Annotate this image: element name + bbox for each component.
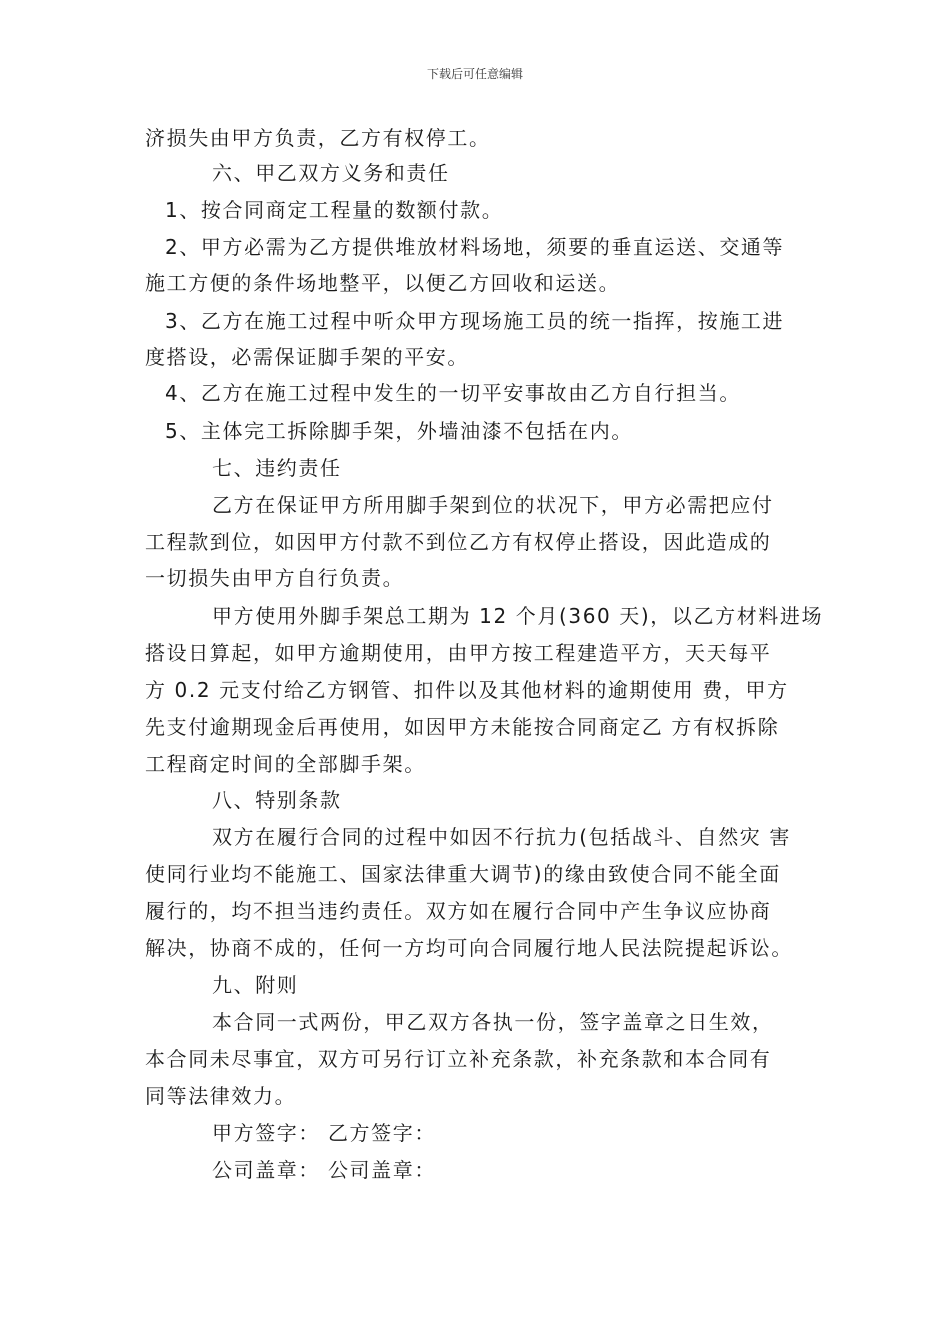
paragraph-line: 工程款到位，如因甲方付款不到位乙方有权停止搭设，因此造成的: [145, 530, 772, 554]
section-heading-7: 七、违约责任: [212, 456, 342, 480]
paragraph-line: 双方在履行合同的过程中如因不行抗力(包括战斗、自然灾 害: [212, 825, 791, 849]
signature-line: 甲方签字： 乙方签字：: [212, 1121, 436, 1145]
paragraph-line: 施工方便的条件场地整平，以便乙方回收和运送。: [145, 271, 621, 295]
seal-line: 公司盖章： 公司盖章：: [212, 1158, 436, 1182]
paragraph-line: 搭设日算起，如甲方逾期使用，由甲方按工程建造平方，天天每平: [145, 641, 772, 665]
paragraph-line: 先支付逾期现金后再使用，如因甲方未能按合同商定乙 方有权拆除: [145, 715, 780, 739]
list-item-3: 3、乙方在施工过程中听众甲方现场施工员的统一指挥，按施工进: [165, 309, 785, 333]
section-heading-6: 六、甲乙双方义务和责任: [212, 161, 450, 185]
paragraph-line: 一切损失由甲方自行负责。: [145, 566, 405, 590]
paragraph-line: 解决，协商不成的，任何一方均可向合同履行地人民法院提起诉讼。: [145, 936, 793, 960]
paragraph-line: 乙方在保证甲方所用脚手架到位的状况下，甲方必需把应付: [212, 493, 774, 517]
paragraph-line: 使同行业均不能施工、国家法律重大调节)的缘由致使合同不能全面: [145, 862, 781, 886]
list-item-5: 5、主体完工拆除脚手架，外墙油漆不包括在内。: [165, 419, 633, 443]
list-item-4: 4、乙方在施工过程中发生的一切平安事故由乙方自行担当。: [165, 381, 741, 405]
page-header: 下载后可任意编辑: [426, 67, 523, 81]
paragraph-line: 履行的，均不担当违约责任。双方如在履行合同中产生争议应协商: [145, 899, 772, 923]
paragraph-line: 甲方使用外脚手架总工期为 12 个月(360 天)，以乙方材料进场: [212, 604, 824, 628]
section-heading-9: 九、附则: [212, 973, 299, 997]
section-heading-8: 八、特别条款: [212, 788, 342, 812]
list-item-2: 2、甲方必需为乙方提供堆放材料场地，须要的垂直运送、交通等: [165, 235, 785, 259]
paragraph-line: 方 0.2 元支付给乙方钢管、扣件以及其他材料的逾期使用 费，甲方: [145, 678, 789, 702]
paragraph-line: 工程商定时间的全部脚手架。: [145, 752, 426, 776]
paragraph-line: 本合同一式两份，甲乙双方各执一份，签字盖章之日生效，: [212, 1010, 774, 1034]
paragraph-line: 本合同未尽事宜，双方可另行订立补充条款，补充条款和本合同有: [145, 1047, 772, 1071]
paragraph-line: 济损失由甲方负责，乙方有权停工。: [145, 126, 491, 150]
list-item-1: 1、按合同商定工程量的数额付款。: [165, 198, 504, 222]
paragraph-line: 度搭设，必需保证脚手架的平安。: [145, 345, 469, 369]
paragraph-line: 同等法律效力。: [145, 1084, 297, 1108]
